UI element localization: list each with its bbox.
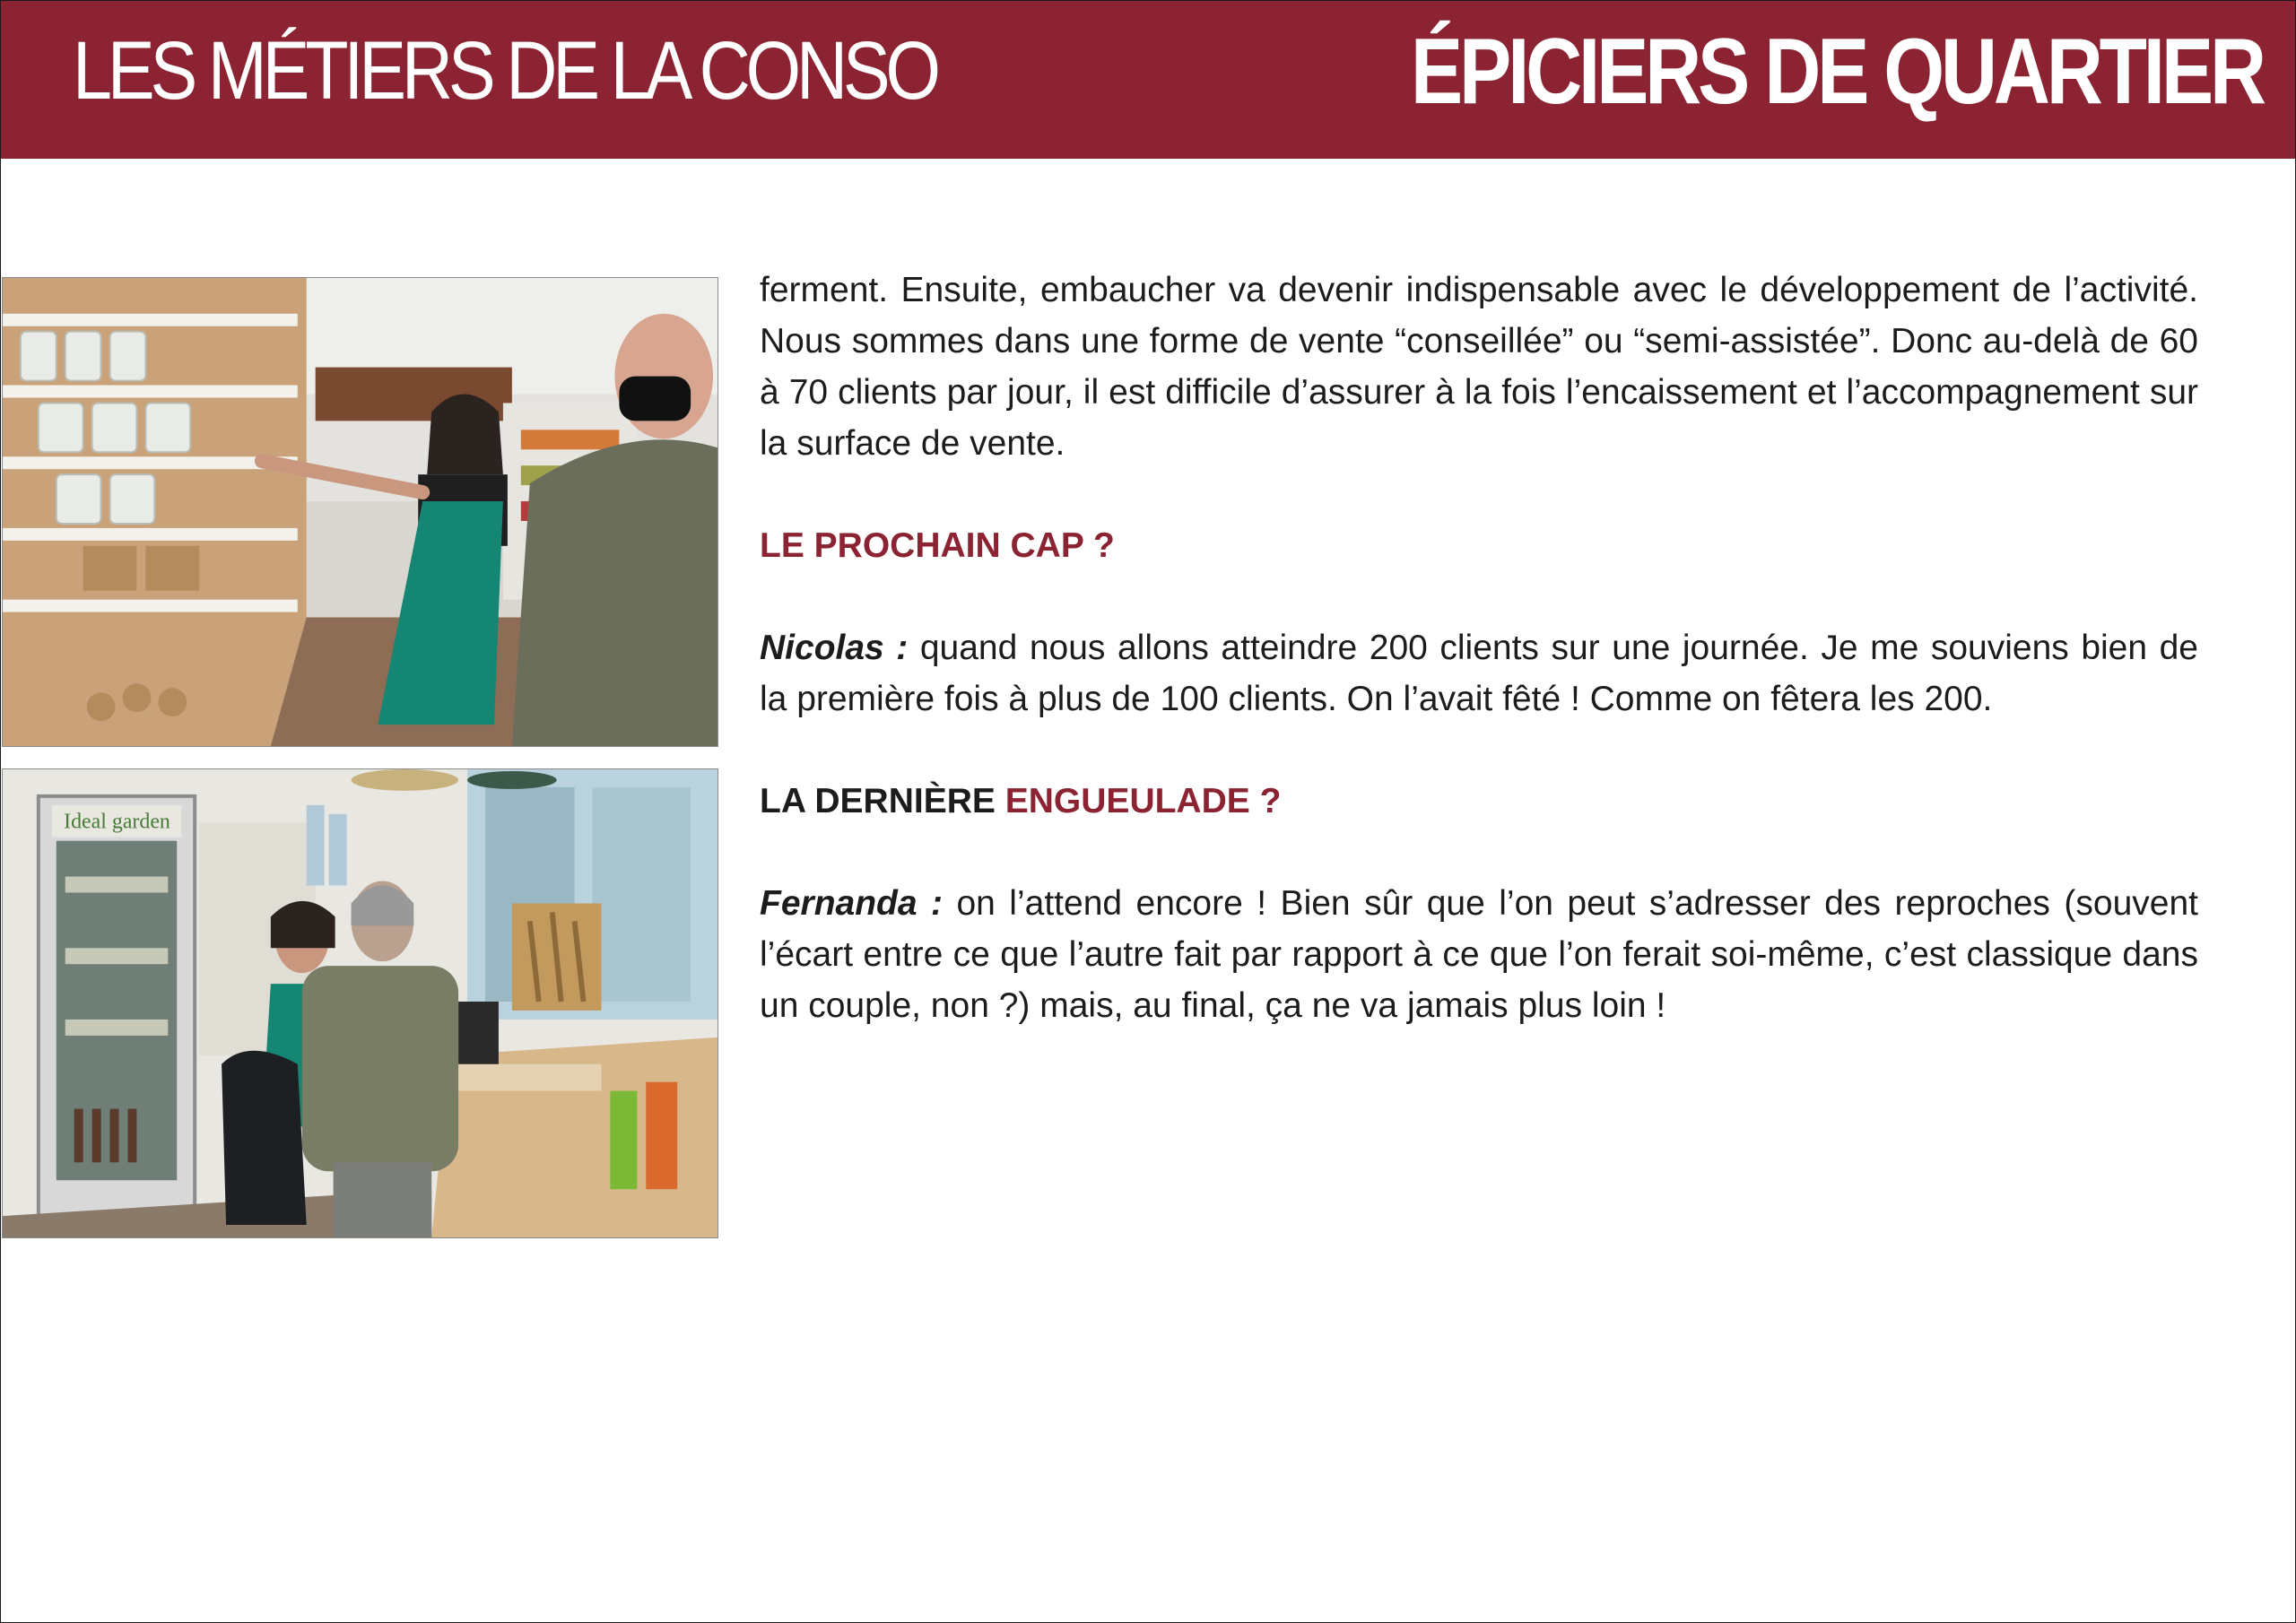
section-heading-next-cap: LE PROCHAIN CAP ? [760,526,1115,565]
speaker-name: Nicolas : [760,629,909,667]
page-title: ÉPICIERS DE QUARTIER [1411,20,2263,124]
answer-text: quand nous allons atteindre 200 clients sur une journée. Je me souviens bien de la première fois à plus de 100 clients. On l’avait fêté ! Comme on fêtera les 200. [760,629,2198,718]
article-paragraph-intro: ferment. Ensuite, embaucher va devenir indispensable avec le développement de l’activité. Nous sommes dans une forme de vente “conseillée” ou “semi-assistée”. Donc au-delà de 60 à 70 clients par jour, il est difficile d’assurer à la fois l’encaissement et l’accompagnement sur la surface de vente. [760,271,2198,463]
series-title: LES MÉTIERS DE LA CONSO [73,25,936,117]
answer-nicolas [760,622,2198,725]
section-heading-last-argument [760,776,2198,827]
heading-text: LA DERNIÈRE [760,782,1005,820]
article-body [760,265,2198,1031]
photo-store-shelves [2,277,718,747]
answer-text: on l’attend encore ! Bien sûr que l’on peut s’adresser des reproches (souvent l’écart entre ce que l’autre fait par rapport à ce que l’on ferait soi-même, c’est classique dans un couple, non ?) mais, au final, ça ne va jamais plus loin ! [760,884,2198,1025]
speaker-name: Fernanda : [760,884,943,923]
fridge-brand-label: Ideal garden [64,810,170,834]
heading-accent-text: ENGUEULADE ? [1004,782,1282,820]
header-banner [1,1,2295,159]
answer-fernanda [760,878,2198,1031]
photo-checkout-counter [2,768,718,1238]
